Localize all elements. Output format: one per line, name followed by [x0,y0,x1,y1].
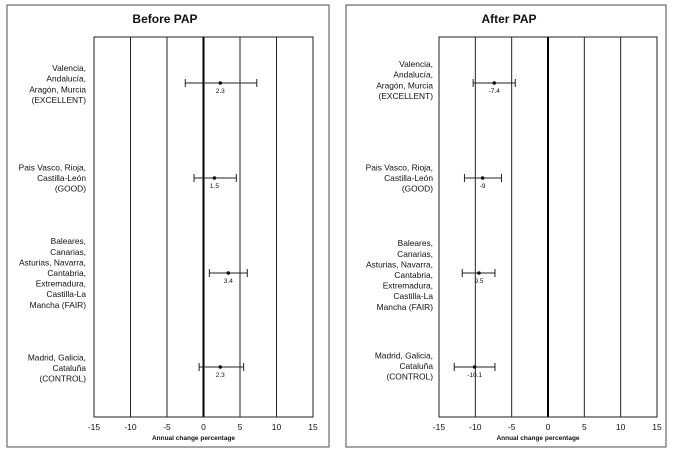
category-label-line: (CONTROL) [386,371,433,382]
category-label-line: Andalucía, [393,69,433,80]
category-label [19,236,86,310]
category-label-line: Pais Vasco, Rioja, [365,162,433,173]
data-label: 1.5 [209,183,219,190]
category-label-line: Aragón, Murcia [376,80,433,91]
category-label-line: (CONTROL) [39,373,86,384]
point-estimate [481,176,485,180]
category-label-line: Cataluña [52,363,86,373]
x-tick-label: -15 [432,422,446,432]
category-label-line: Castilla-La [46,289,86,300]
data-label: -10.1 [467,372,483,379]
data-label: -9 [479,183,486,190]
category-label [375,350,434,381]
panel-before [7,5,329,447]
category-label-line: Mancha (FAIR) [29,299,86,310]
panel-after [346,5,666,447]
category-label-line: Cantabria, [47,268,86,278]
category-label-line: Aragón, Murcia [29,84,86,95]
x-tick-label: 5 [237,422,243,432]
x-axis-label: Annual change percentage [151,435,236,442]
category-label [376,59,433,101]
x-tick-label: -10 [124,422,137,432]
category-label-line: Asturias, Navarra, [365,259,433,270]
x-tick-label: 0 [545,422,551,432]
category-label-line: Canarias, [397,248,433,259]
category-label-line: Valencia, [52,63,86,74]
x-tick-label: 15 [652,422,662,432]
x-tick-label: 5 [581,422,587,432]
point-estimate [473,365,477,369]
category-label-line: Canarias, [50,246,86,257]
category-label [29,63,86,105]
category-label-line: Extremadura, [35,278,86,289]
chart-title: Before PAP [132,12,198,26]
category-label-line: Castilla-La [393,291,433,302]
point-estimate [492,81,496,85]
point-estimate [218,81,222,85]
category-label-line: (GOOD) [401,183,433,194]
data-label: -7.4 [488,88,500,95]
category-label [28,352,87,383]
data-label: 3.4 [223,278,233,285]
category-label-line: Valencia, [399,59,433,70]
point-estimate [227,271,231,275]
category-label-line: Castilla-León [37,173,86,183]
x-tick-label: -5 [163,422,171,432]
x-tick-label: 15 [308,422,318,432]
category-label [19,162,87,193]
point-estimate [477,271,481,275]
category-label-line: (EXCELLENT) [31,94,86,105]
category-label-line: Baleares, [397,238,433,249]
category-label-line: Andalucía, [46,73,86,84]
x-axis-label: Annual change percentage [496,435,580,442]
point-estimate [218,365,222,369]
category-label [366,238,433,312]
x-tick-label: -10 [469,422,482,432]
point-estimate [213,176,217,180]
category-label-line: Extremadura, [382,280,433,291]
category-label-line: Asturias, Navarra, [18,257,86,268]
category-label [366,162,434,193]
x-tick-label: -15 [87,422,101,432]
x-tick-label: 10 [615,422,626,432]
category-label-line: Cantabria, [394,270,433,280]
category-label-line: Pais Vasco, Rioja, [18,162,86,173]
category-label-line: Cataluña [399,361,433,371]
chart-title: After PAP [481,12,537,26]
data-label: 9.5 [474,278,484,285]
category-label-line: (EXCELLENT) [378,90,433,101]
data-label: 2.3 [215,88,225,95]
x-tick-label: -5 [507,422,516,432]
category-label-line: Madrid, Galicia, [27,352,86,363]
category-label-line: (GOOD) [54,183,86,194]
category-label-line: Baleares, [50,236,86,247]
category-label-line: Mancha (FAIR) [376,301,433,312]
category-label-line: Castilla-León [384,173,433,183]
data-label: 2.3 [215,372,225,379]
x-tick-label: 10 [271,422,282,432]
category-label-line: Madrid, Galicia, [374,350,433,361]
x-tick-label: 0 [201,422,206,432]
